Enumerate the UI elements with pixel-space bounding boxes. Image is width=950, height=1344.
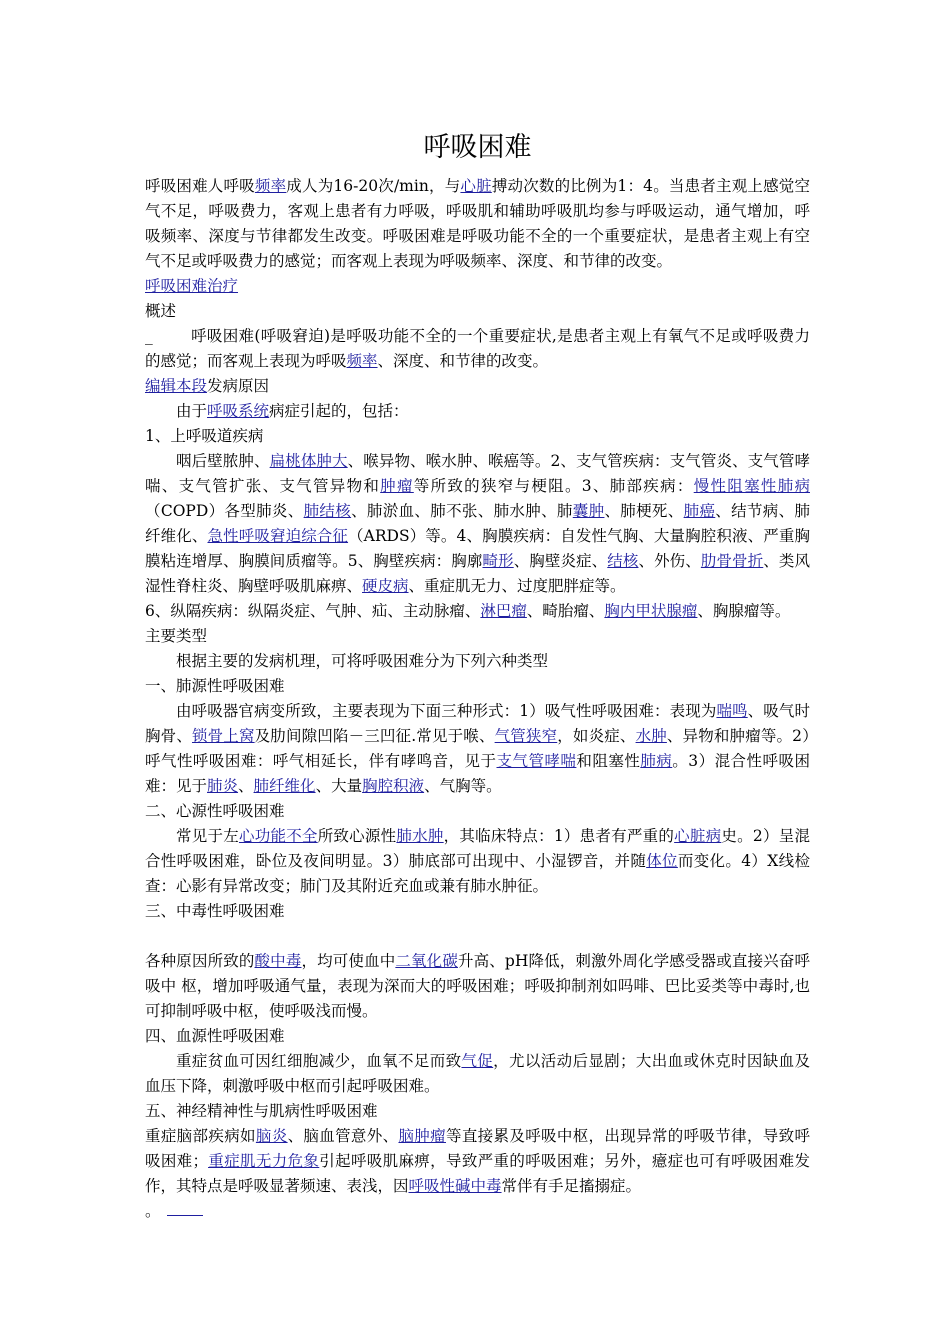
link-stridor[interactable]: 喘鸣 — [716, 702, 748, 720]
link-tb[interactable]: 结核 — [607, 552, 639, 570]
link-heart-failure[interactable]: 心功能不全 — [238, 827, 318, 845]
section-cardiac: 二、心源性呼吸困难 — [145, 802, 285, 820]
intro-paragraph: 呼吸困难人呼吸频率成人为16-20次/min，与心脏搏动次数的比例为1：4。当患者主观上感觉空气不足，呼吸费力，客观上患者有力呼吸，呼吸肌和辅助呼吸肌均参与呼吸运动，通气增加，呼吸频率、深度与节律都发生改变。呼吸困难是呼吸功能不全的一个重要症状，是患者主观上有空气不足或呼吸费力的感觉；而客观上表现为呼吸频率、深度、和节律的改变。 — [145, 177, 810, 270]
link-shortness-of-breath[interactable]: 气促 — [461, 1052, 494, 1070]
overview-paragraph: _ 呼吸困难(呼吸窘迫)是呼吸功能不全的一个重要症状,是患者主观上有氧气不足或呼吸费力的感觉；而客观上表现为呼吸频率、深度、和节律的改变。 — [145, 327, 810, 370]
link-fibrosis[interactable]: 肺纤维化 — [253, 777, 316, 795]
cardiac-paragraph: 常见于左心功能不全所致心源性肺水肿，其临床特点：1）患者有严重的心脏病史。2）呈混合性呼吸困难，卧位及夜间明显。3）肺底部可出现中、小湿锣音，并随体位而变化。4）X线检查：心影有异常改变；肺门及其附近充血或兼有肺水肿征。 — [145, 827, 810, 895]
pulmonary-paragraph: 由呼吸器官病变所致，主要表现为下面三种形式：1）吸气性呼吸困难：表现为喘鸣、吸气时胸骨、锁骨上窝及肋间隙凹陷－三凹征.常见于喉、气管狭窄，如炎症、水肿、异物和肿瘤等。2）呼气性呼吸困难：呼气相延长，伴有哮鸣音，见于支气管哮喘和阻塞性肺病。3）混合性呼吸困难：见于肺炎、肺纤维化、大量胸腔积液、气胸等。 — [145, 702, 810, 795]
types-intro: 根据主要的发病机理，可将呼吸困难分为下列六种类型 — [176, 652, 549, 670]
link-cyst[interactable]: 囊肿 — [572, 502, 605, 520]
cause-intro: 由于呼吸系统病症引起的，包括： — [176, 402, 409, 420]
link-lung-cancer[interactable]: 肺癌 — [683, 502, 716, 520]
link-frequency[interactable]: 频率 — [254, 177, 287, 195]
link-edema[interactable]: 水肿 — [635, 727, 667, 745]
blank-line — [145, 924, 810, 949]
mediastinum-paragraph: 6、纵隔疾病：纵隔炎症、气肿、疝、主动脉瘤、淋巴瘤、畸胎瘤、胸内甲状腺瘤、胸腺瘤等。 — [145, 602, 791, 620]
section-blood: 四、血源性呼吸困难 — [145, 1027, 285, 1045]
link-lymphoma[interactable]: 淋巴瘤 — [480, 602, 527, 620]
link-respiratory-alkalosis[interactable]: 呼吸性碱中毒 — [408, 1177, 502, 1195]
link-rib-fracture[interactable]: 肋骨骨折 — [700, 552, 764, 570]
document-title: 呼吸困难 — [423, 132, 532, 163]
document-page — [145, 128, 810, 1224]
overview-heading: 概述 — [145, 302, 177, 320]
link-heart-disease[interactable]: 心脏病 — [674, 827, 722, 845]
link-brain-tumor[interactable]: 脑肿瘤 — [398, 1127, 446, 1145]
link-frequency-2[interactable]: 频率 — [346, 352, 378, 370]
blood-paragraph: 重症贫血可因红细胞减少，血氧不足而致气促，尤以活动后显剧；大出血或休克时因缺血及血压下降，刺激呼吸中枢而引起呼吸困难。 — [145, 1052, 810, 1095]
link-tuberculosis[interactable]: 肺结核 — [303, 502, 352, 520]
link-co2[interactable]: 二氧化碳 — [395, 952, 458, 970]
section-neuro: 五、神经精神性与肌病性呼吸困难 — [145, 1102, 378, 1120]
link-asthma[interactable]: 支气管哮喘 — [496, 752, 577, 770]
link-pulmonary-edema[interactable]: 肺水肿 — [396, 827, 444, 845]
underscore-mark: _ — [145, 327, 153, 345]
link-tracheal-stenosis[interactable]: 气管狭窄 — [494, 727, 558, 745]
link-pleural-effusion[interactable]: 胸腔积液 — [362, 777, 425, 795]
link-pneumonia[interactable]: 肺炎 — [207, 777, 239, 795]
disease-list-paragraph: 咽后壁脓肿、扁桃体肿大、喉异物、喉水肿、喉癌等。2、支气管疾病：支气管炎、支气管哮喘、支气管扩张、支气管异物和肿瘤等所致的狭窄与梗阻。3、肺部疾病：慢性阻塞性肺病（COPD）各型肺炎、肺结核、肺淤血、肺不张、肺水肿、肺囊肿、肺梗死、肺癌、结节病、肺纤维化、急性呼吸窘迫综合征（ARDS）等。4、胸膜疾病：自发性气胸、大量胸腔积液、严重胸膜粘连增厚、胸膜间质瘤等。5、胸壁疾病：胸廓畸形、胸壁炎症、结核、外伤、肋骨骨折、类风湿性脊柱炎、胸壁呼吸肌麻痹、硬皮病、重症肌无力、过度肥胖症等。 — [145, 452, 810, 595]
link-respiratory-system[interactable]: 呼吸系统 — [207, 402, 270, 420]
link-deformity[interactable]: 畸形 — [482, 552, 514, 570]
types-heading: 主要类型 — [145, 627, 208, 645]
link-tumor[interactable]: 肿瘤 — [380, 477, 414, 495]
empty-link-underline[interactable] — [167, 1201, 203, 1216]
link-acidosis[interactable]: 酸中毒 — [254, 952, 302, 970]
link-supraclavicular[interactable]: 锁骨上窝 — [191, 727, 255, 745]
link-heart[interactable]: 心脏 — [460, 177, 492, 195]
link-posture[interactable]: 体位 — [646, 852, 678, 870]
link-treatment[interactable]: 呼吸困难治疗 — [145, 277, 239, 295]
link-myasthenia-crisis[interactable]: 重症肌无力危象 — [208, 1152, 320, 1170]
link-lung-disease[interactable]: 肺病 — [640, 752, 673, 770]
section-toxic: 三、中毒性呼吸困难 — [145, 902, 285, 920]
end-line: 。 — [145, 1199, 810, 1224]
link-ards[interactable]: 急性呼吸窘迫综合征 — [207, 527, 349, 545]
link-copd[interactable]: 慢性阻塞性肺病 — [693, 477, 810, 495]
toxic-paragraph: 各种原因所致的酸中毒，均可使血中二氧化碳升高、pH降低，刺激外周化学感受器或直接兴奋呼吸中 枢，增加呼吸通气量，表现为深而大的呼吸困难；呼吸抑制剂如吗啡、巴比妥类等中毒时,也可抑制呼吸中枢，使呼吸浅而慢。 — [145, 952, 810, 1020]
link-encephalitis[interactable]: 脑炎 — [255, 1127, 288, 1145]
link-thyroid-tumor[interactable]: 胸内甲状腺瘤 — [604, 602, 698, 620]
neuro-paragraph: 重症脑部疾病如脑炎、脑血管意外、脑肿瘤等直接累及呼吸中枢，出现异常的呼吸节律，导致呼吸困难；重症肌无力危象引起呼吸肌麻痹，导致严重的呼吸困难；另外，癔症也可有呼吸困难发作，其特点是呼吸显著频速、表浅，因呼吸性碱中毒常伴有手足搐搦症。 — [145, 1127, 810, 1195]
cause-heading: 编辑本段发病原因 — [145, 377, 270, 395]
edit-section-link[interactable]: 编辑本段 — [145, 377, 208, 395]
link-tonsil[interactable]: 扁桃体肿大 — [269, 452, 348, 470]
upper-airway-heading: 1、上呼吸道疾病 — [145, 427, 264, 445]
section-pulmonary: 一、肺源性呼吸困难 — [145, 677, 285, 695]
link-scleroderma[interactable]: 硬皮病 — [362, 577, 409, 595]
